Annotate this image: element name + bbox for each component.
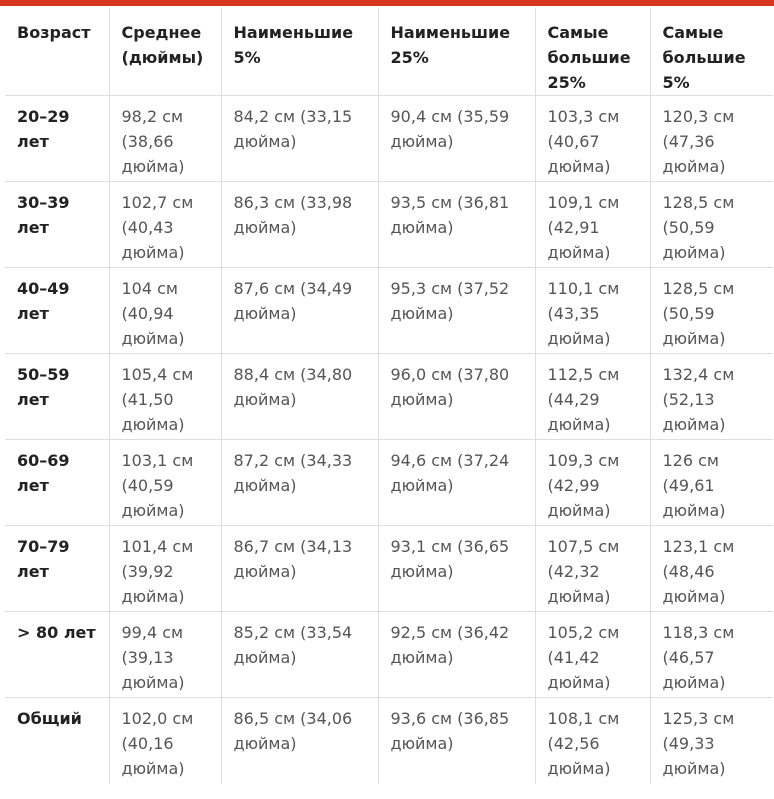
row-age-label: > 80 лет: [5, 612, 109, 698]
row-age-label: 40–49 лет: [5, 268, 109, 354]
cell-smallest-5: 85,2 см (33,54 дюйма): [221, 612, 378, 698]
cell-largest-25: 109,3 см (42,99 дюйма): [535, 440, 650, 526]
cell-largest-25: 108,1 см (42,56 дюйма): [535, 698, 650, 784]
cell-smallest-5: 86,7 см (34,13 дюйма): [221, 526, 378, 612]
row-age-label: Общий: [5, 698, 109, 784]
table-row: [5, 354, 773, 440]
row-age-label: 30–39 лет: [5, 182, 109, 268]
row-age-label: 50–59 лет: [5, 354, 109, 440]
cell-largest-25: 103,3 см (40,67 дюйма): [535, 96, 650, 182]
cell-largest-25: 105,2 см (41,42 дюйма): [535, 612, 650, 698]
cell-smallest-5: 86,3 см (33,98 дюйма): [221, 182, 378, 268]
header-average: Среднее (дюймы): [109, 8, 221, 96]
cell-largest-5: 128,5 см (50,59 дюйма): [650, 182, 773, 268]
table-row: [5, 526, 773, 612]
header-largest-25: Самые большие 25%: [535, 8, 650, 96]
cell-largest-5: 126 см (49,61 дюйма): [650, 440, 773, 526]
table-row: [5, 612, 773, 698]
header-row: [5, 8, 773, 96]
cell-largest-5: 118,3 см (46,57 дюйма): [650, 612, 773, 698]
row-age-label: 60–69 лет: [5, 440, 109, 526]
cell-smallest-5: 84,2 см (33,15 дюйма): [221, 96, 378, 182]
cell-smallest-25: 94,6 см (37,24 дюйма): [378, 440, 535, 526]
table-row: [5, 182, 773, 268]
cell-average: 103,1 см (40,59 дюйма): [109, 440, 221, 526]
cell-largest-25: 109,1 см (42,91 дюйма): [535, 182, 650, 268]
cell-smallest-25: 93,6 см (36,85 дюйма): [378, 698, 535, 784]
cell-average: 102,7 см (40,43 дюйма): [109, 182, 221, 268]
table-row: [5, 96, 773, 182]
waist-size-table: [5, 8, 773, 784]
cell-smallest-25: 93,1 см (36,65 дюйма): [378, 526, 535, 612]
table-row: [5, 440, 773, 526]
table-row: [5, 268, 773, 354]
cell-average: 98,2 см (38,66 дюйма): [109, 96, 221, 182]
cell-largest-5: 120,3 см (47,36 дюйма): [650, 96, 773, 182]
header-smallest-5: Наименьшие 5%: [221, 8, 378, 96]
cell-smallest-5: 88,4 см (34,80 дюйма): [221, 354, 378, 440]
cell-average: 101,4 см (39,92 дюйма): [109, 526, 221, 612]
row-age-label: 70–79 лет: [5, 526, 109, 612]
cell-average: 105,4 см (41,50 дюйма): [109, 354, 221, 440]
cell-smallest-5: 86,5 см (34,06 дюйма): [221, 698, 378, 784]
cell-smallest-25: 93,5 см (36,81 дюйма): [378, 182, 535, 268]
header-smallest-25: Наименьшие 25%: [378, 8, 535, 96]
cell-largest-5: 132,4 см (52,13 дюйма): [650, 354, 773, 440]
cell-average: 102,0 см (40,16 дюйма): [109, 698, 221, 784]
row-age-label: 20–29 лет: [5, 96, 109, 182]
cell-smallest-25: 95,3 см (37,52 дюйма): [378, 268, 535, 354]
table-row: [5, 698, 773, 784]
cell-smallest-25: 90,4 см (35,59 дюйма): [378, 96, 535, 182]
cell-largest-25: 107,5 см (42,32 дюйма): [535, 526, 650, 612]
cell-smallest-5: 87,6 см (34,49 дюйма): [221, 268, 378, 354]
cell-smallest-25: 96,0 см (37,80 дюйма): [378, 354, 535, 440]
header-largest-5: Самые большие 5%: [650, 8, 773, 96]
cell-largest-25: 110,1 см (43,35 дюйма): [535, 268, 650, 354]
cell-largest-5: 128,5 см (50,59 дюйма): [650, 268, 773, 354]
cell-average: 99,4 см (39,13 дюйма): [109, 612, 221, 698]
cell-average: 104 см (40,94 дюйма): [109, 268, 221, 354]
cell-smallest-25: 92,5 см (36,42 дюйма): [378, 612, 535, 698]
cell-largest-25: 112,5 см (44,29 дюйма): [535, 354, 650, 440]
header-age: Возраст: [5, 8, 109, 96]
cell-largest-5: 123,1 см (48,46 дюйма): [650, 526, 773, 612]
cell-largest-5: 125,3 см (49,33 дюйма): [650, 698, 773, 784]
cell-smallest-5: 87,2 см (34,33 дюйма): [221, 440, 378, 526]
